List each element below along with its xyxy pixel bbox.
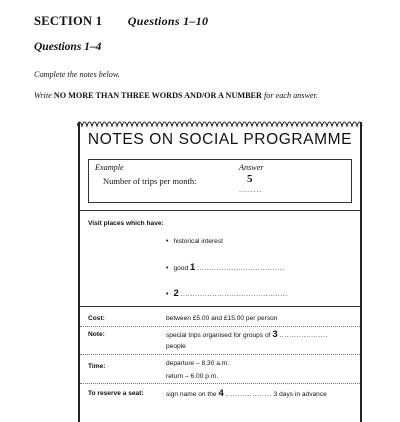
reserve-text-post: 3 days in advance <box>273 391 327 398</box>
cost-value: between £5.00 and £15.00 per person <box>166 315 278 322</box>
divider-reserve <box>80 383 360 384</box>
wavy-top-border <box>77 118 363 128</box>
example-label: Example <box>95 163 124 172</box>
question-2-blank[interactable]: ............................................ <box>180 291 288 298</box>
notes-form <box>78 122 362 422</box>
question-4-blank[interactable]: ................... <box>225 391 272 398</box>
example-answer-dots: ........ <box>239 187 263 194</box>
note-value <box>166 329 328 340</box>
divider-visit <box>80 210 360 211</box>
question-1-number: 1 <box>189 262 196 273</box>
reserve-value <box>166 388 327 399</box>
note-value-line2: people <box>166 343 186 350</box>
visit-bullet-2 <box>166 262 285 273</box>
reserve-text: sign name on the <box>166 391 217 398</box>
note-label: Note: <box>88 331 105 338</box>
question-3-blank[interactable]: .................... <box>279 332 329 339</box>
visit-bullet-1: • historical interest <box>166 238 223 245</box>
visit-label: Visit places which have: <box>88 220 164 227</box>
divider-cost <box>80 306 360 307</box>
instruction-pre: Write <box>34 91 54 100</box>
instruction-complete: Complete the notes below. <box>34 70 120 79</box>
time-departure: departure – 8.30 a.m. <box>166 360 230 367</box>
note-text: special trips organised for groups of <box>166 332 271 339</box>
example-answer: 5 <box>247 173 253 185</box>
answer-label: Answer <box>239 163 264 172</box>
example-box <box>88 159 352 203</box>
instruction-word-limit <box>34 91 318 100</box>
reserve-label: To reserve a seat: <box>88 390 144 397</box>
section-heading <box>34 14 208 29</box>
bullet-2-text: • good <box>166 265 188 272</box>
instruction-post: for each answer. <box>261 91 318 100</box>
example-question: Number of trips per month: <box>103 176 197 186</box>
notes-title: NOTES ON SOCIAL PROGRAMME <box>87 131 353 148</box>
section-questions: Questions 1–10 <box>127 14 209 28</box>
section-label: SECTION 1 <box>34 14 103 28</box>
instruction-bold: NO MORE THAN THREE WORDS AND/OR A NUMBER <box>53 91 262 100</box>
question-2-number: • 2 <box>166 288 179 299</box>
divider-time <box>80 354 360 355</box>
question-3-number: 3 <box>272 329 278 340</box>
question-1-blank[interactable]: .................................... <box>197 265 285 272</box>
sub-questions-heading: Questions 1–4 <box>34 41 102 53</box>
visit-bullet-3 <box>166 288 288 299</box>
time-return: return – 6.00 p.m. <box>166 373 219 380</box>
time-label: Time: <box>88 363 106 370</box>
cost-label: Cost: <box>88 315 105 322</box>
divider-note <box>80 326 360 327</box>
question-4-number: 4 <box>218 388 224 399</box>
